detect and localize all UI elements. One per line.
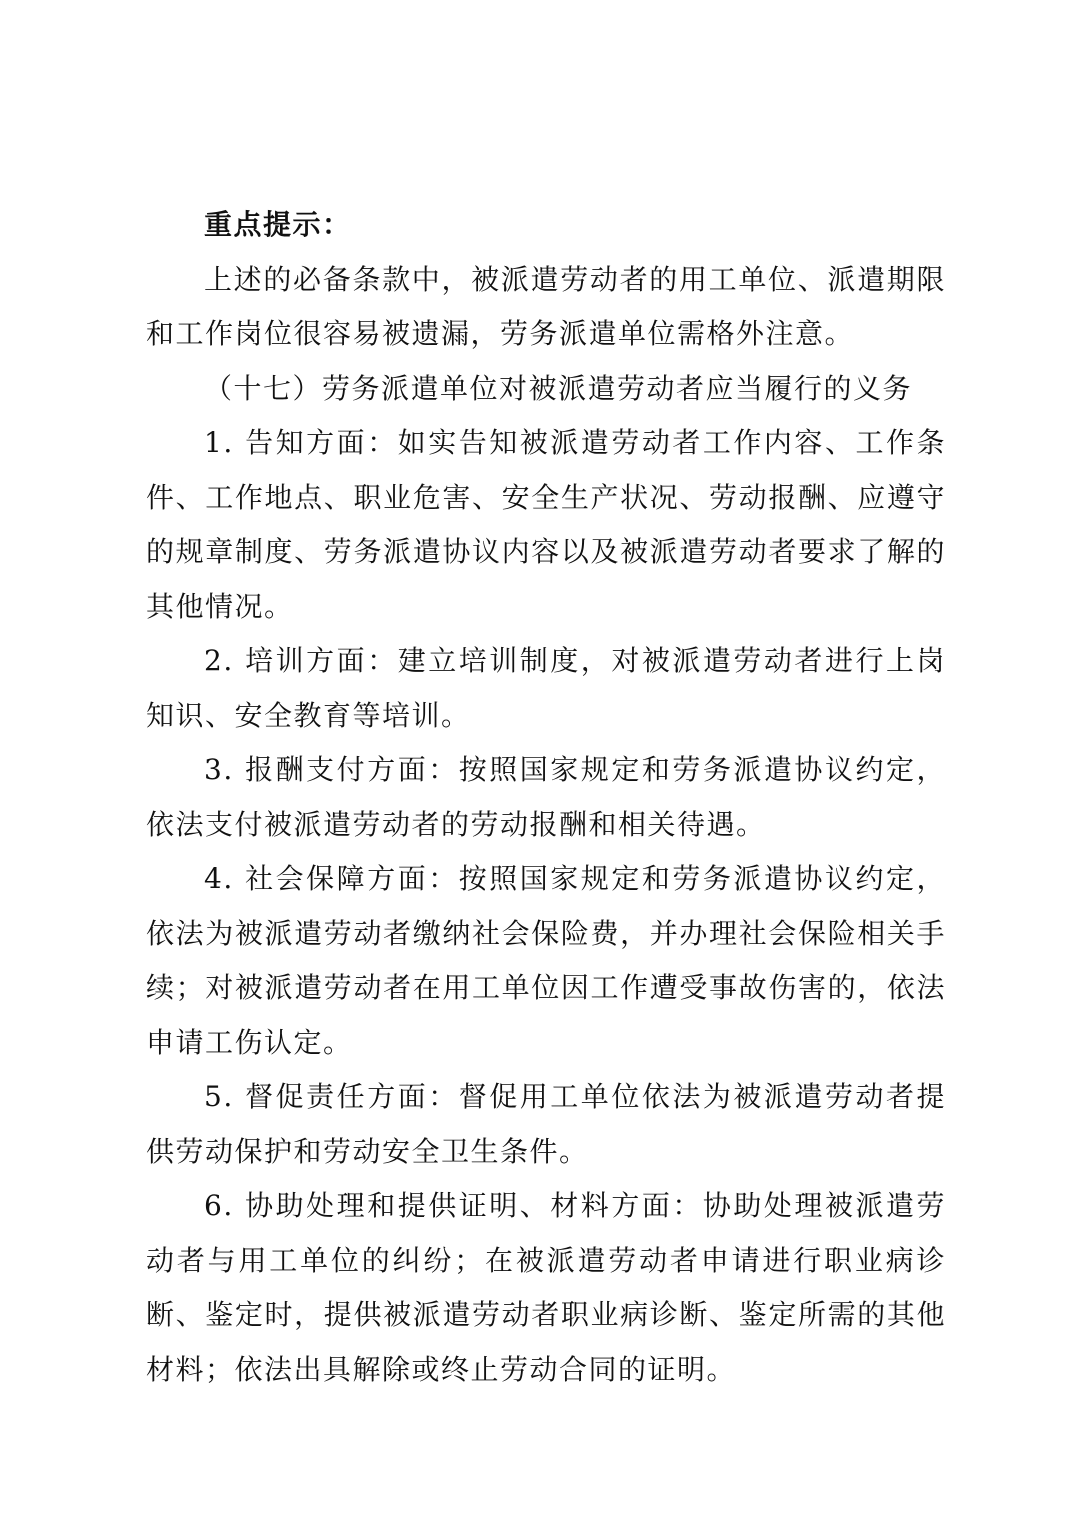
duty-item-6: 6. 协助处理和提供证明、材料方面：协助处理被派遣劳动者与用工单位的纠纷；在被派遣劳动者申请进行职业病诊断、鉴定时，提供被派遣劳动者职业病诊断、鉴定所需的其他材料；依法出具解除或终止劳动合同的证明。 [146, 1189, 946, 1386]
key-tip-heading: 重点提示： [204, 208, 352, 241]
document-body [146, 198, 946, 1397]
duty-item-2: 2. 培训方面：建立培训制度，对被派遣劳动者进行上岗知识、安全教育等培训。 [146, 644, 946, 732]
key-tip-paragraph: 上述的必备条款中，被派遣劳动者的用工单位、派遣期限和工作岗位很容易被遗漏，劳务派遣单位需格外注意。 [146, 262, 946, 350]
duty-item-4: 4. 社会保障方面：按照国家规定和劳务派遣协议约定，依法为被派遣劳动者缴纳社会保险费，并办理社会保险相关手续；对被派遣劳动者在用工单位因工作遭受事故伤害的，依法申请工伤认定。 [146, 862, 946, 1059]
duty-item-1: 1. 告知方面：如实告知被派遣劳动者工作内容、工作条件、工作地点、职业危害、安全生产状况、劳动报酬、应遵守的规章制度、劳务派遣协议内容以及被派遣劳动者要求了解的其他情况。 [146, 426, 946, 623]
section-heading: （十七）劳务派遣单位对被派遣劳动者应当履行的义务 [204, 371, 913, 405]
duty-item-5: 5. 督促责任方面：督促用工单位依法为被派遣劳动者提供劳动保护和劳动安全卫生条件。 [146, 1080, 946, 1168]
duty-item-3: 3. 报酬支付方面：按照国家规定和劳务派遣协议约定，依法支付被派遣劳动者的劳动报酬和相关待遇。 [146, 753, 946, 841]
